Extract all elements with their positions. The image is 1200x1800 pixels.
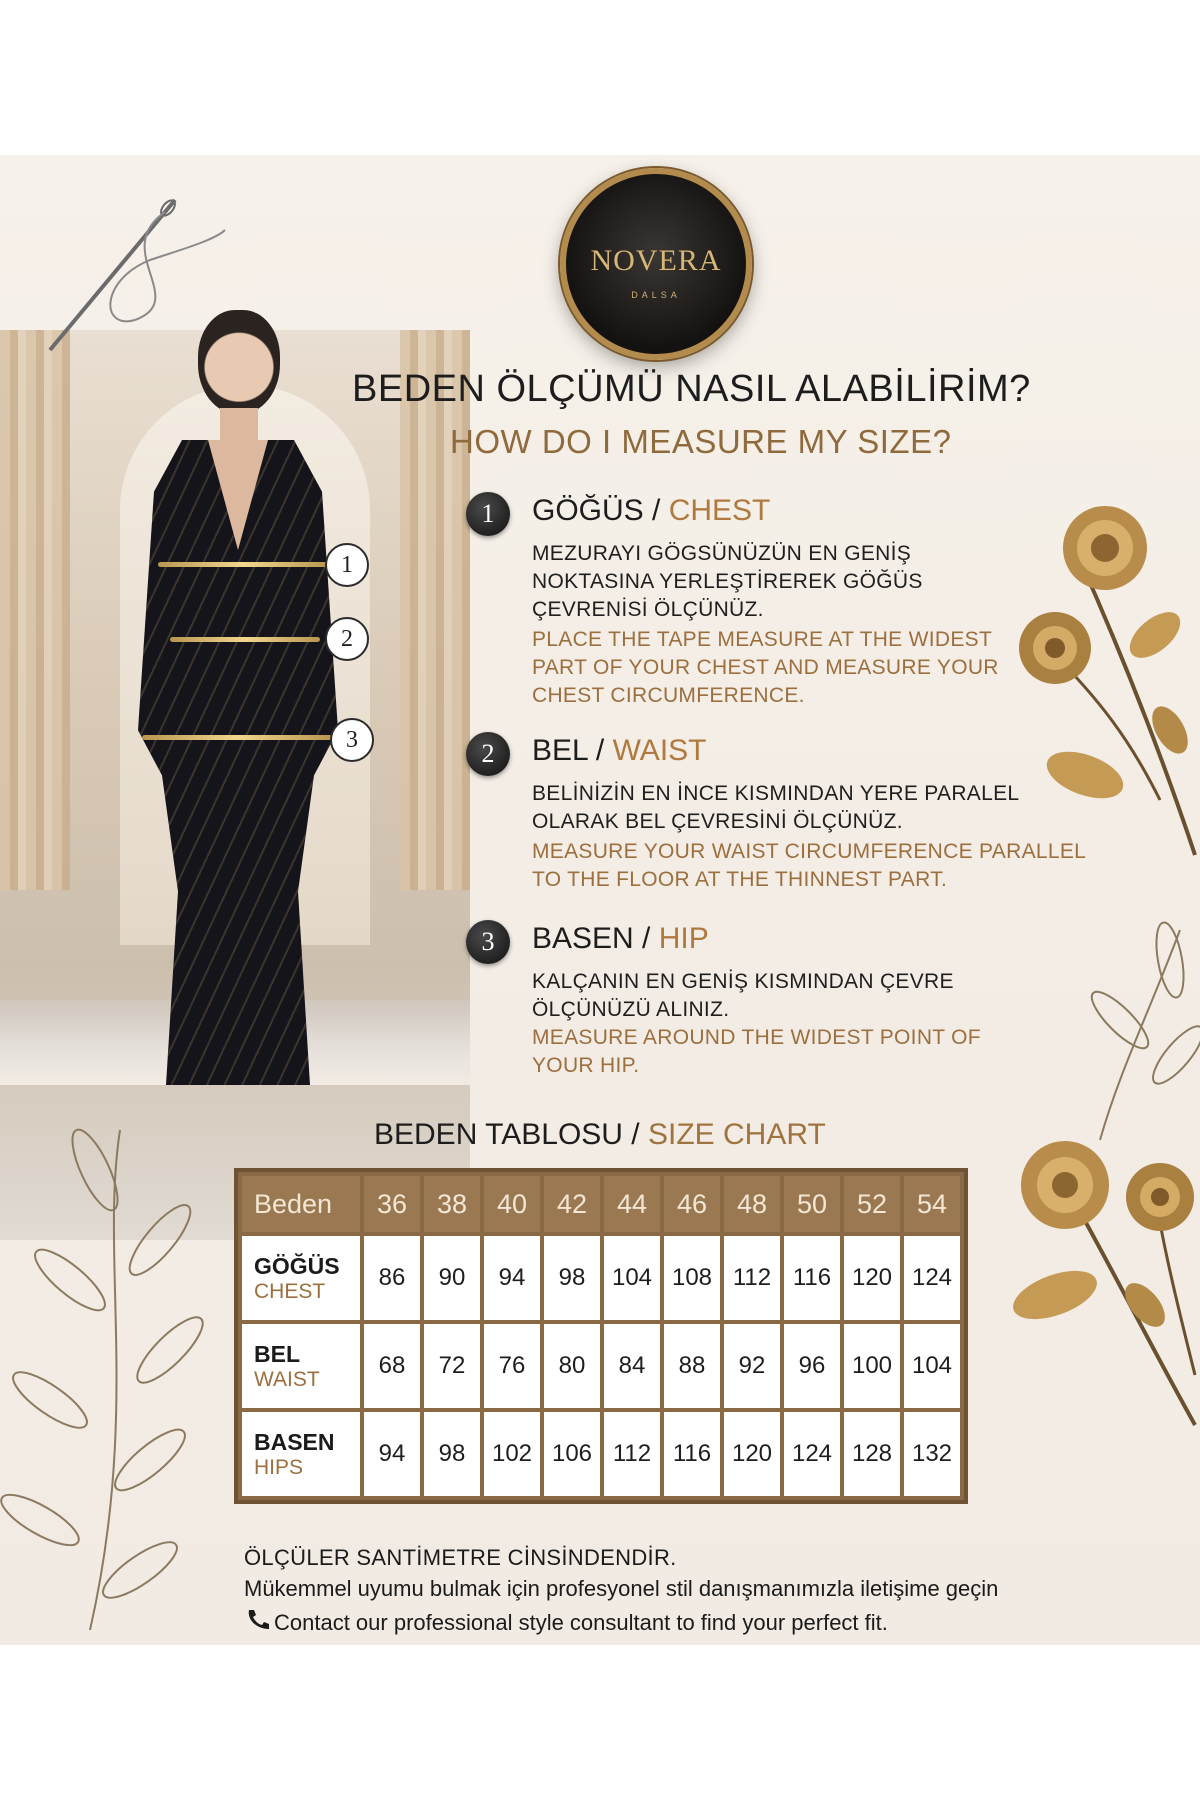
consult-note-tr: Mükemmel uyumu bulmak için profesyonel stil danışmanımızla iletişime geçin (244, 1576, 999, 1601)
step-text-en: PLACE THE TAPE MEASURE AT THE WIDEST PART OF YOUR CHEST AND MEASURE YOUR CHEST CIRCUMFERENCE. (532, 628, 999, 707)
step-heading (532, 922, 709, 956)
value-cell: 108 (664, 1236, 720, 1320)
value-cell: 84 (604, 1324, 660, 1408)
size-header-cell: 38 (424, 1176, 480, 1232)
row-label-tr: GÖĞÜS (254, 1252, 340, 1279)
value-cell: 94 (364, 1412, 420, 1496)
chest-tape-line (158, 562, 328, 567)
size-header-cell: 36 (364, 1176, 420, 1232)
step-text-en: MEASURE AROUND THE WIDEST POINT OF YOUR HIP. (532, 1026, 981, 1077)
value-cell: 120 (844, 1236, 900, 1320)
value-cell: 86 (364, 1236, 420, 1320)
curtain-right (400, 330, 470, 890)
brand-subtitle: DALSA (631, 290, 681, 300)
value-cell: 96 (784, 1324, 840, 1408)
row-label-en: WAIST (254, 1367, 320, 1391)
value-cell: 88 (664, 1324, 720, 1408)
size-header-cell: 44 (604, 1176, 660, 1232)
step-heading (532, 734, 707, 768)
step-heading-en: HIP (658, 922, 709, 955)
size-header-cell: 50 (784, 1176, 840, 1232)
value-cell: 90 (424, 1236, 480, 1320)
step-number: 2 (466, 732, 510, 776)
waist-marker: 2 (325, 617, 369, 661)
hip-marker: 3 (330, 718, 374, 762)
row-label-en: CHEST (254, 1279, 326, 1303)
chest-marker: 1 (325, 543, 369, 587)
step-heading-en: WAIST (612, 734, 707, 767)
size-header-cell: 48 (724, 1176, 780, 1232)
page-title-tr: BEDEN ÖLÇÜMÜ NASIL ALABİLİRİM? (352, 368, 1031, 410)
step-heading-tr: GÖĞÜS / (532, 494, 669, 527)
value-cell: 104 (904, 1324, 960, 1408)
leaf-branch-icon (1060, 920, 1200, 1150)
row-label (242, 1236, 360, 1320)
table-row-hips (242, 1412, 960, 1496)
step-heading (532, 494, 770, 528)
size-chart-title (374, 1118, 826, 1152)
hip-tape-line (142, 735, 332, 740)
value-cell: 100 (844, 1324, 900, 1408)
row-label-tr: BEL (254, 1340, 300, 1367)
row-label (242, 1412, 360, 1496)
step-number: 3 (466, 920, 510, 964)
size-header-label: Beden (242, 1176, 360, 1232)
value-cell: 116 (784, 1236, 840, 1320)
size-header-cell: 42 (544, 1176, 600, 1232)
curtain-left (0, 330, 70, 890)
brand-logo (560, 168, 752, 360)
value-cell: 116 (664, 1412, 720, 1496)
step-text-tr: BELİNİZİN EN İNCE KISMINDAN YERE PARALEL OLARAK BEL ÇEVRESİNİ ÖLÇÜNÜZ. (532, 782, 1019, 833)
model-figure (120, 310, 360, 1085)
value-cell: 94 (484, 1236, 540, 1320)
step-text-en: MEASURE YOUR WAIST CIRCUMFERENCE PARALLEL TO THE FLOOR AT THE THINNEST PART. (532, 840, 1086, 891)
table-row-waist (242, 1324, 960, 1408)
step-text-tr: MEZURAYI GÖGSÜNÜZÜN EN GENİŞ NOKTASINA YERLEŞTİREREK GÖĞÜS ÇEVRENİSİ ÖLÇÜNÜZ. (532, 542, 923, 621)
row-label-en: HIPS (254, 1455, 304, 1479)
step-hip (466, 920, 1086, 1090)
value-cell: 92 (724, 1324, 780, 1408)
value-cell: 72 (424, 1324, 480, 1408)
step-number: 1 (466, 492, 510, 536)
row-label-tr: BASEN (254, 1428, 335, 1455)
leaf-branch-icon (0, 1110, 215, 1640)
golden-rose-icon (995, 1135, 1200, 1435)
value-cell: 98 (424, 1412, 480, 1496)
step-heading-tr: BEL / (532, 734, 613, 767)
step-heading-en: CHEST (668, 494, 771, 527)
step-text-tr: KALÇANIN EN GENİŞ KISMINDAN ÇEVRE ÖLÇÜNÜZÜ ALINIZ. (532, 970, 954, 1021)
size-header-row (242, 1176, 960, 1232)
brand-name: NOVERA (590, 244, 722, 277)
value-cell: 132 (904, 1412, 960, 1496)
waist-tape-line (170, 637, 320, 642)
row-label (242, 1324, 360, 1408)
value-cell: 68 (364, 1324, 420, 1408)
page-title-en: HOW DO I MEASURE MY SIZE? (450, 423, 952, 460)
unit-note: ÖLÇÜLER SANTİMETRE CİNSİNDENDİR. (244, 1545, 677, 1570)
value-cell: 124 (784, 1412, 840, 1496)
value-cell: 98 (544, 1236, 600, 1320)
value-cell: 76 (484, 1324, 540, 1408)
phone-icon (244, 1608, 270, 1630)
value-cell: 112 (724, 1236, 780, 1320)
step-waist (466, 732, 1086, 902)
golden-rose-icon (1010, 500, 1200, 860)
value-cell: 128 (844, 1412, 900, 1496)
value-cell: 120 (724, 1412, 780, 1496)
size-header-cell: 46 (664, 1176, 720, 1232)
value-cell: 124 (904, 1236, 960, 1320)
size-header-cell: 54 (904, 1176, 960, 1232)
size-chart-title-en: SIZE CHART (647, 1118, 826, 1151)
needle-thread-icon (40, 190, 230, 360)
consult-note-en: Contact our professional style consultant to find your perfect fit. (274, 1610, 888, 1635)
step-heading-tr: BASEN / (532, 922, 659, 955)
size-header-cell: 40 (484, 1176, 540, 1232)
value-cell: 104 (604, 1236, 660, 1320)
step-chest (466, 492, 1086, 707)
consult-note-en-line (244, 1608, 888, 1636)
table-row-chest (242, 1236, 960, 1320)
size-chart-title-tr: BEDEN TABLOSU / (374, 1118, 648, 1151)
size-chart-table (234, 1168, 968, 1504)
value-cell: 106 (544, 1412, 600, 1496)
value-cell: 80 (544, 1324, 600, 1408)
value-cell: 102 (484, 1412, 540, 1496)
size-header-cell: 52 (844, 1176, 900, 1232)
value-cell: 112 (604, 1412, 660, 1496)
